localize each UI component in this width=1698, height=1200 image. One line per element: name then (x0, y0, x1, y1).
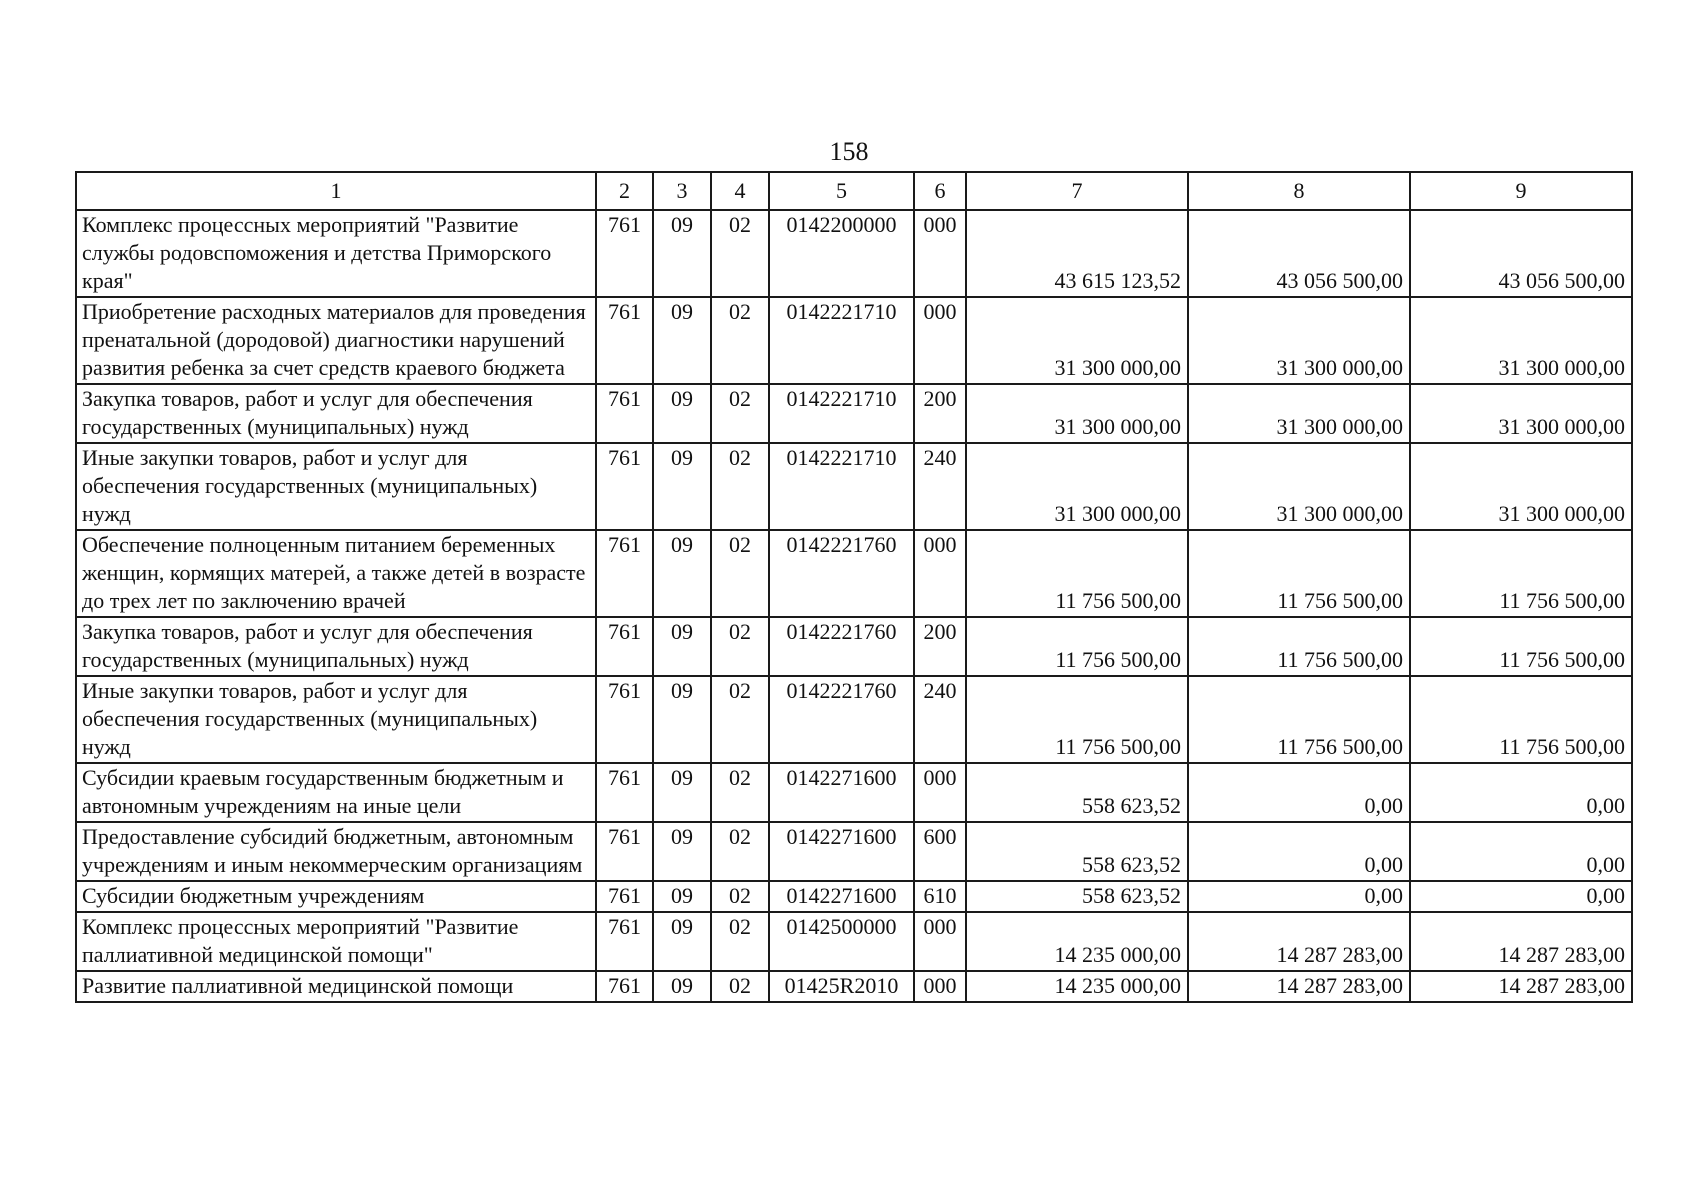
code-cell: 000 (914, 530, 966, 617)
amount-cell: 43 615 123,52 (966, 210, 1188, 297)
code-cell: 0142271600 (769, 763, 914, 822)
table-row (76, 443, 1632, 530)
amount-cell: 31 300 000,00 (1410, 297, 1632, 384)
amount-cell: 11 756 500,00 (1188, 676, 1410, 763)
code-cell: 0142221760 (769, 530, 914, 617)
amount-cell: 0,00 (1410, 763, 1632, 822)
table-row (76, 617, 1632, 676)
amount-cell: 43 056 500,00 (1410, 210, 1632, 297)
table-row (76, 881, 1632, 912)
code-cell: 761 (596, 822, 653, 881)
amount-cell: 11 756 500,00 (1410, 530, 1632, 617)
code-cell: 761 (596, 763, 653, 822)
code-cell: 02 (711, 912, 769, 971)
code-cell: 761 (596, 443, 653, 530)
code-cell: 09 (653, 822, 711, 881)
row-name-cell: Комплекс процессных мероприятий "Развитие службы родовспоможения и детства Приморского края" (76, 210, 596, 297)
header-cell: 4 (711, 172, 769, 210)
amount-cell: 11 756 500,00 (966, 617, 1188, 676)
amount-cell: 14 235 000,00 (966, 971, 1188, 1002)
table-row (76, 676, 1632, 763)
amount-cell: 11 756 500,00 (966, 530, 1188, 617)
code-cell: 09 (653, 617, 711, 676)
amount-cell: 14 287 283,00 (1188, 971, 1410, 1002)
code-cell: 09 (653, 530, 711, 617)
code-cell: 761 (596, 617, 653, 676)
code-cell: 02 (711, 384, 769, 443)
code-cell: 02 (711, 971, 769, 1002)
code-cell: 09 (653, 763, 711, 822)
code-cell: 01425R2010 (769, 971, 914, 1002)
code-cell: 610 (914, 881, 966, 912)
code-cell: 02 (711, 297, 769, 384)
amount-cell: 31 300 000,00 (966, 443, 1188, 530)
amount-cell: 14 235 000,00 (966, 912, 1188, 971)
table-row (76, 297, 1632, 384)
amount-cell: 11 756 500,00 (1188, 530, 1410, 617)
code-cell: 0142221710 (769, 384, 914, 443)
code-cell: 0142221760 (769, 617, 914, 676)
code-cell: 09 (653, 384, 711, 443)
amount-cell: 14 287 283,00 (1410, 971, 1632, 1002)
amount-cell: 11 756 500,00 (1410, 617, 1632, 676)
amount-cell: 0,00 (1188, 881, 1410, 912)
code-cell: 0142221760 (769, 676, 914, 763)
amount-cell: 31 300 000,00 (1188, 384, 1410, 443)
amount-cell: 0,00 (1188, 763, 1410, 822)
row-name-cell: Закупка товаров, работ и услуг для обеспечения государственных (муниципальных) нужд (76, 617, 596, 676)
code-cell: 09 (653, 881, 711, 912)
code-cell: 0142271600 (769, 822, 914, 881)
row-name-cell: Закупка товаров, работ и услуг для обеспечения государственных (муниципальных) нужд (76, 384, 596, 443)
table-row (76, 384, 1632, 443)
budget-table (75, 171, 1633, 1003)
code-cell: 09 (653, 676, 711, 763)
table-row (76, 971, 1632, 1002)
row-name-cell: Субсидии краевым государственным бюджетным и автономным учреждениям на иные цели (76, 763, 596, 822)
code-cell: 09 (653, 210, 711, 297)
amount-cell: 558 623,52 (966, 822, 1188, 881)
row-name-cell: Иные закупки товаров, работ и услуг для обеспечения государственных (муниципальных) нужд (76, 676, 596, 763)
code-cell: 000 (914, 297, 966, 384)
header-cell: 9 (1410, 172, 1632, 210)
table-row (76, 912, 1632, 971)
amount-cell: 558 623,52 (966, 763, 1188, 822)
code-cell: 0142500000 (769, 912, 914, 971)
code-cell: 0142221710 (769, 443, 914, 530)
page-number: 158 (829, 137, 869, 166)
code-cell: 0142200000 (769, 210, 914, 297)
code-cell: 240 (914, 676, 966, 763)
amount-cell: 31 300 000,00 (966, 384, 1188, 443)
amount-cell: 31 300 000,00 (966, 297, 1188, 384)
amount-cell: 0,00 (1410, 822, 1632, 881)
header-cell: 3 (653, 172, 711, 210)
code-cell: 09 (653, 443, 711, 530)
header-cell: 7 (966, 172, 1188, 210)
amount-cell: 11 756 500,00 (1410, 676, 1632, 763)
code-cell: 09 (653, 971, 711, 1002)
amount-cell: 31 300 000,00 (1410, 443, 1632, 530)
table-row (76, 763, 1632, 822)
code-cell: 761 (596, 384, 653, 443)
row-name-cell: Субсидии бюджетным учреждениям (76, 881, 596, 912)
code-cell: 02 (711, 676, 769, 763)
table-row (76, 822, 1632, 881)
code-cell: 761 (596, 297, 653, 384)
code-cell: 02 (711, 822, 769, 881)
table-row (76, 210, 1632, 297)
amount-cell: 14 287 283,00 (1410, 912, 1632, 971)
row-name-cell: Обеспечение полноценным питанием беременных женщин, кормящих матерей, а также детей в возрасте до трех лет по заключению врачей (76, 530, 596, 617)
amount-cell: 0,00 (1188, 822, 1410, 881)
amount-cell: 11 756 500,00 (966, 676, 1188, 763)
code-cell: 000 (914, 971, 966, 1002)
header-cell: 1 (76, 172, 596, 210)
code-cell: 02 (711, 881, 769, 912)
code-cell: 000 (914, 210, 966, 297)
code-cell: 0142271600 (769, 881, 914, 912)
code-cell: 0142221710 (769, 297, 914, 384)
code-cell: 02 (711, 210, 769, 297)
amount-cell: 14 287 283,00 (1188, 912, 1410, 971)
amount-cell: 0,00 (1410, 881, 1632, 912)
code-cell: 200 (914, 384, 966, 443)
code-cell: 02 (711, 530, 769, 617)
code-cell: 600 (914, 822, 966, 881)
code-cell: 02 (711, 443, 769, 530)
amount-cell: 43 056 500,00 (1188, 210, 1410, 297)
row-name-cell: Иные закупки товаров, работ и услуг для обеспечения государственных (муниципальных) нужд (76, 443, 596, 530)
code-cell: 02 (711, 617, 769, 676)
code-cell: 000 (914, 912, 966, 971)
header-cell: 2 (596, 172, 653, 210)
header-cell: 8 (1188, 172, 1410, 210)
code-cell: 761 (596, 676, 653, 763)
row-name-cell: Предоставление субсидий бюджетным, автономным учреждениям и иным некоммерческим организациям (76, 822, 596, 881)
amount-cell: 31 300 000,00 (1188, 443, 1410, 530)
header-cell: 5 (769, 172, 914, 210)
code-cell: 200 (914, 617, 966, 676)
code-cell: 09 (653, 912, 711, 971)
code-cell: 761 (596, 912, 653, 971)
code-cell: 761 (596, 881, 653, 912)
amount-cell: 11 756 500,00 (1188, 617, 1410, 676)
amount-cell: 31 300 000,00 (1188, 297, 1410, 384)
code-cell: 09 (653, 297, 711, 384)
row-name-cell: Комплекс процессных мероприятий "Развитие паллиативной медицинской помощи" (76, 912, 596, 971)
code-cell: 02 (711, 763, 769, 822)
code-cell: 000 (914, 763, 966, 822)
header-row (76, 172, 1632, 210)
header-cell: 6 (914, 172, 966, 210)
table-row (76, 530, 1632, 617)
code-cell: 761 (596, 971, 653, 1002)
amount-cell: 31 300 000,00 (1410, 384, 1632, 443)
row-name-cell: Развитие паллиативной медицинской помощи (76, 971, 596, 1002)
row-name-cell: Приобретение расходных материалов для проведения пренатальной (дородовой) диагностики нарушений развития ребенка за счет средств краевого бюджета (76, 297, 596, 384)
code-cell: 761 (596, 210, 653, 297)
code-cell: 761 (596, 530, 653, 617)
amount-cell: 558 623,52 (966, 881, 1188, 912)
code-cell: 240 (914, 443, 966, 530)
